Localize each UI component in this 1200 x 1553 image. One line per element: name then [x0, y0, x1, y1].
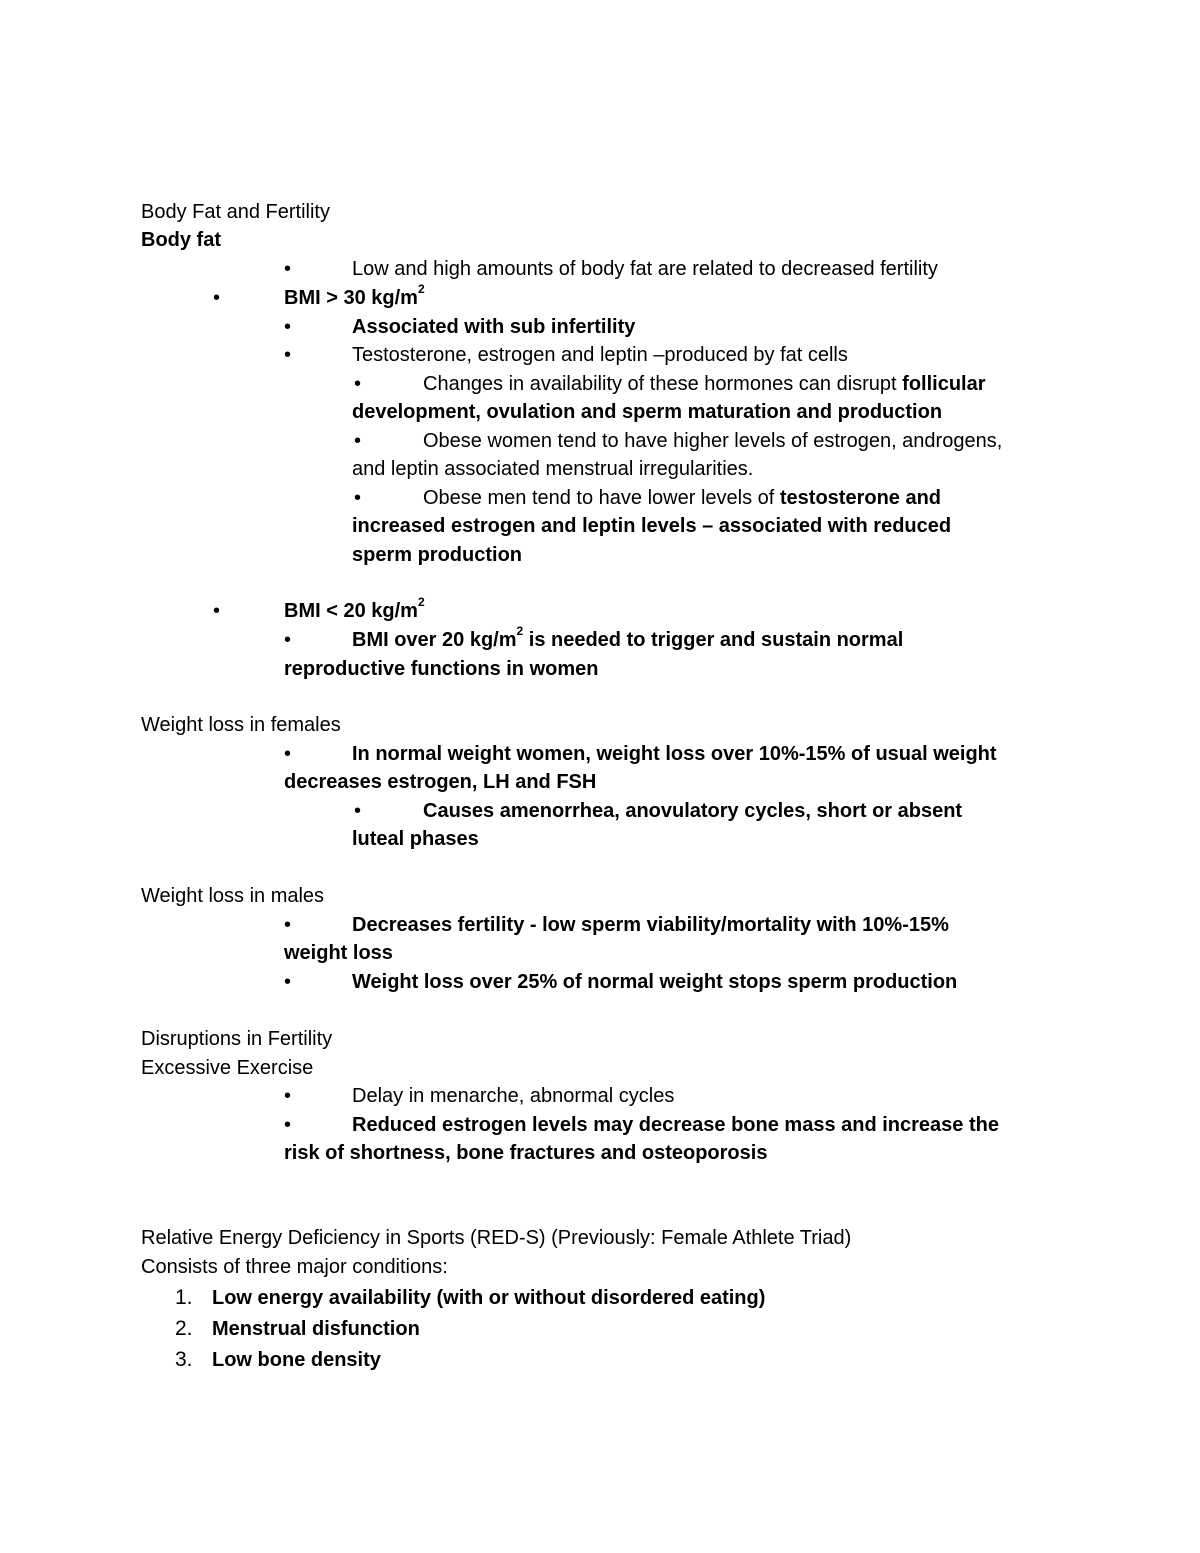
list-item-menstrual: Menstrual disfunction	[212, 1318, 420, 1340]
bullet-icon: •	[284, 344, 292, 366]
obese-men-text: Obese men tend to have lower levels of	[423, 487, 780, 509]
text-reduced-estrogen-line-1: Reduced estrogen levels may decrease bone mass and increase the	[352, 1114, 999, 1136]
list-number-3: 3.	[175, 1348, 193, 1371]
heading-weight-loss-females: Weight loss in females	[141, 714, 341, 736]
text-obese-women-line-1: Obese women tend to have higher levels of estrogen, androgens,	[423, 430, 1003, 452]
changes-availability-text: Changes in availability of these hormones can disrupt	[423, 373, 903, 395]
bullet-icon: •	[354, 430, 362, 452]
bullet-icon: •	[284, 629, 292, 651]
bmi-over-30-text: BMI > 30 kg/m	[284, 287, 418, 309]
text-normal-weight-line-2: decreases estrogen, LH and FSH	[284, 771, 597, 793]
bmi-under-20-text: BMI < 20 kg/m	[284, 600, 418, 622]
section-title-body-fat-fertility: Body Fat and Fertility	[141, 201, 330, 223]
text-bmi-over-20-line-2: reproductive functions in women	[284, 658, 599, 680]
heading-bmi-over-30	[284, 284, 425, 312]
text-decreases-fertility-line-2: weight loss	[284, 942, 393, 964]
bullet-icon: •	[284, 914, 292, 936]
bullet-icon: •	[284, 971, 292, 993]
heading-weight-loss-males: Weight loss in males	[141, 885, 325, 907]
superscript-2: 2	[417, 282, 425, 297]
text-testosterone-estrogen-leptin: Testosterone, estrogen and leptin –produced by fat cells	[352, 344, 848, 366]
text-changes-availability	[423, 370, 986, 398]
superscript-2: 2	[417, 595, 425, 610]
bullet-icon: •	[284, 743, 292, 765]
testosterone-bold-text: testosterone and	[779, 487, 942, 509]
subheading-body-fat: Body fat	[141, 229, 221, 251]
text-obese-men-line-3: sperm production	[352, 544, 523, 566]
text-obese-men-line-2: increased estrogen and leptin levels – associated with reduced	[352, 515, 952, 537]
text-consists-of: Consists of three major conditions:	[141, 1256, 448, 1278]
text-decreases-fertility-line-1: Decreases fertility - low sperm viability/mortality with 10%-15%	[352, 914, 949, 936]
text-obese-men-line-1	[423, 484, 941, 512]
bmi-over-20-text: BMI over 20 kg/m	[352, 629, 517, 651]
text-obese-women-line-2: and leptin associated menstrual irregularities.	[352, 458, 754, 480]
text-causes-line-2: luteal phases	[352, 828, 479, 850]
bullet-icon: •	[284, 258, 292, 280]
bullet-icon: •	[213, 287, 221, 309]
text-bmi-over-20-line-1	[352, 626, 903, 654]
bullet-icon: •	[284, 1114, 292, 1136]
bullet-icon: •	[213, 600, 221, 622]
heading-disruptions-fertility: Disruptions in Fertility	[141, 1028, 333, 1050]
text-causes-line-1: Causes amenorrhea, anovulatory cycles, short or absent	[423, 800, 963, 822]
text-reduced-estrogen-line-2: risk of shortness, bone fractures and osteoporosis	[284, 1142, 768, 1164]
list-item-low-energy: Low energy availability (with or without disordered eating)	[212, 1287, 766, 1309]
bullet-icon: •	[354, 373, 362, 395]
superscript-2: 2	[516, 624, 524, 639]
text-development-ovulation: development, ovulation and sperm maturation and production	[352, 401, 943, 423]
text-weight-loss-over-25: Weight loss over 25% of normal weight stops sperm production	[352, 971, 958, 993]
heading-bmi-under-20	[284, 597, 425, 625]
text-normal-weight-line-1: In normal weight women, weight loss over 10%-15% of usual weight	[352, 743, 997, 765]
bullet-icon: •	[354, 800, 362, 822]
bullet-icon: •	[284, 1085, 292, 1107]
list-item-bone-density: Low bone density	[212, 1349, 381, 1371]
text-associated-sub-infertility: Associated with sub infertility	[352, 316, 636, 338]
text-delay-menarche: Delay in menarche, abnormal cycles	[352, 1085, 675, 1107]
bullet-icon: •	[284, 316, 292, 338]
text-low-high-body-fat: Low and high amounts of body fat are related to decreased fertility	[352, 258, 938, 280]
bmi-over-20-rest-text: is needed to trigger and sustain normal	[523, 629, 904, 651]
list-number-1: 1.	[175, 1286, 193, 1309]
list-number-2: 2.	[175, 1317, 193, 1340]
heading-red-s: Relative Energy Deficiency in Sports (RED-S) (Previously: Female Athlete Triad)	[141, 1227, 852, 1249]
bullet-icon: •	[354, 487, 362, 509]
follicular-bold-text: follicular	[902, 373, 986, 395]
heading-excessive-exercise: Excessive Exercise	[141, 1057, 314, 1079]
